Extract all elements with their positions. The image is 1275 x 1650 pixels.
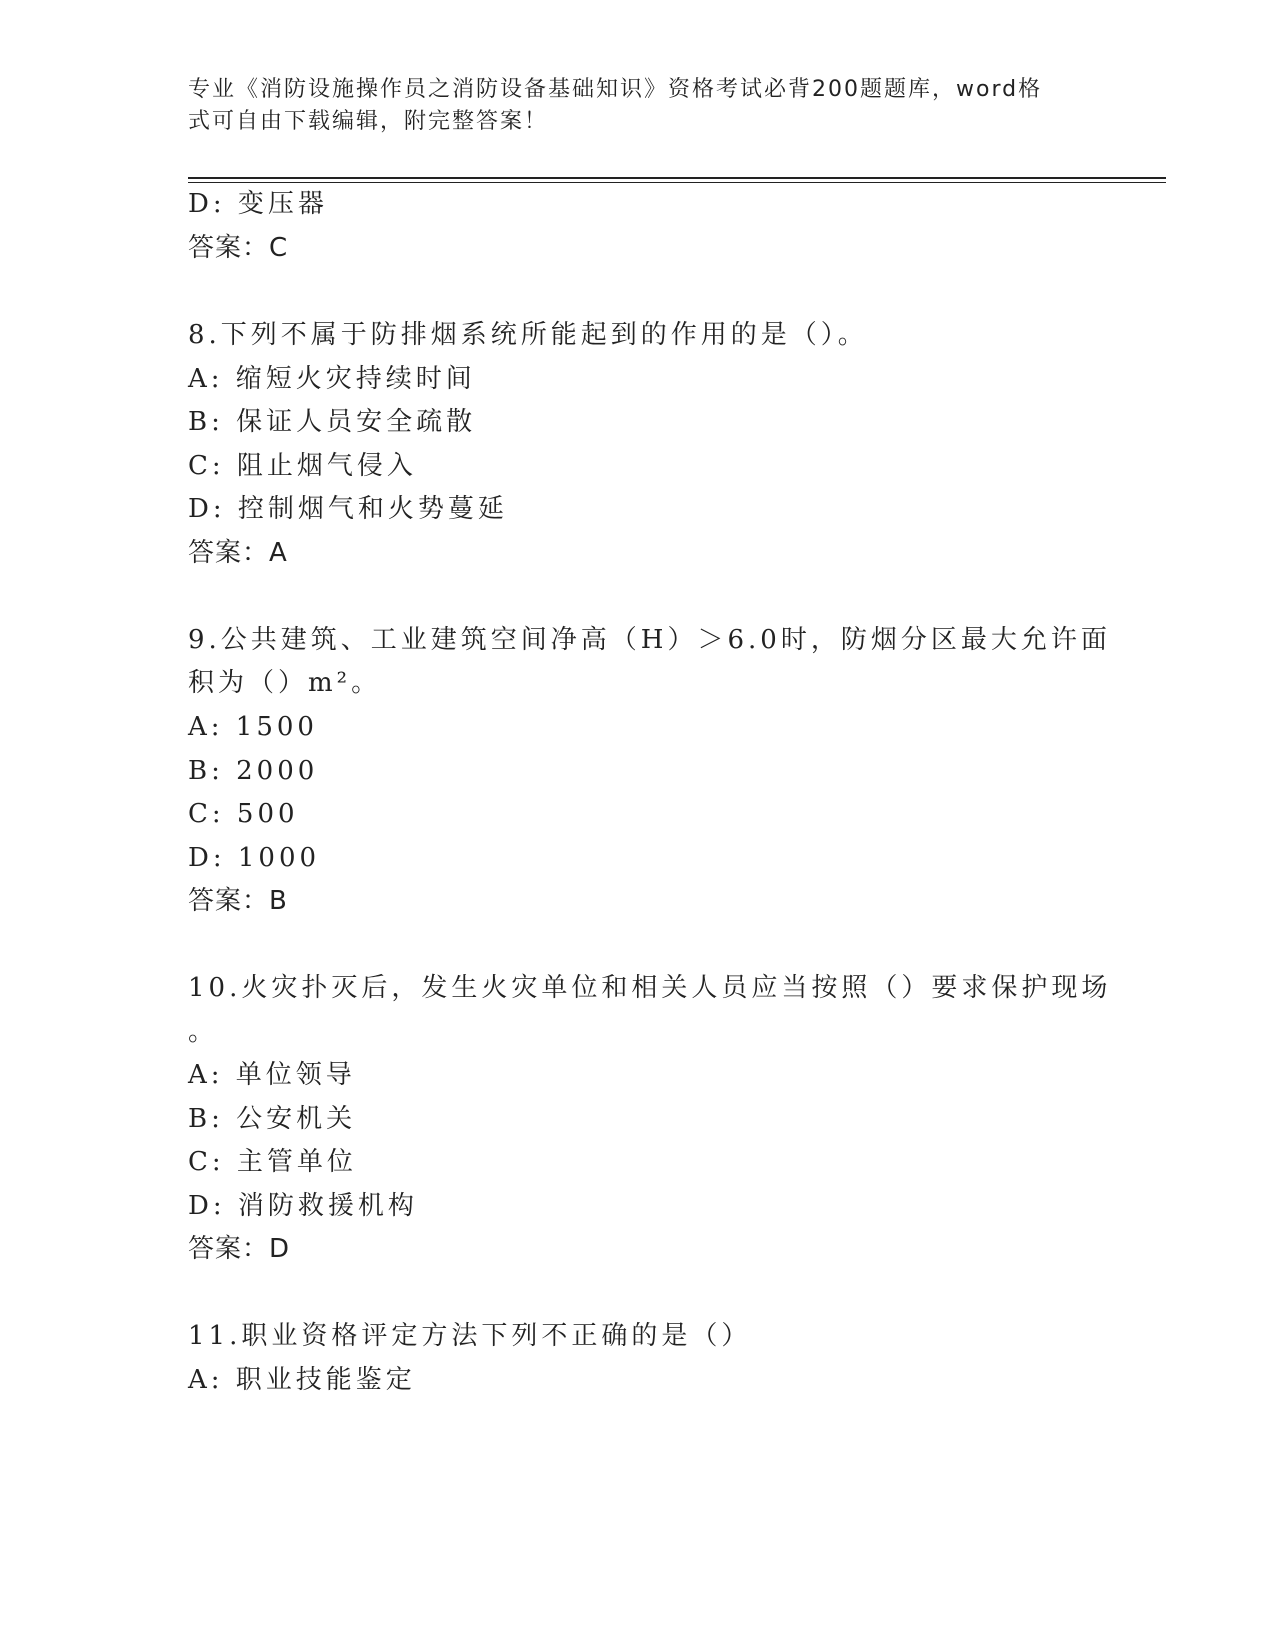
q9-question-line-2: 积为（）m²。	[188, 668, 382, 698]
q9-option-c: C: 500	[188, 799, 299, 829]
q11-option-a: A: 职业技能鉴定	[188, 1365, 416, 1395]
q10-question-line-2: 。	[188, 1017, 219, 1047]
q10-option-c: C: 主管单位	[188, 1147, 357, 1177]
q10-question-line-1: 10.火灾扑灭后，发生火灾单位和相关人员应当按照（）要求保护现场	[188, 973, 1112, 1003]
q10-option-b: B: 公安机关	[188, 1104, 357, 1134]
q10-option-d: D: 消防救援机构	[188, 1191, 418, 1221]
q10-option-a: A: 单位领导	[188, 1060, 356, 1090]
header-divider-thick	[188, 177, 1166, 179]
q8-question: 8.下列不属于防排烟系统所能起到的作用的是（）。	[188, 320, 868, 350]
q8-option-b: B: 保证人员安全疏散	[188, 407, 477, 437]
q9-option-a: A: 1500	[188, 712, 318, 742]
header-title-line-2: 式可自由下载编辑，附完整答案！	[188, 109, 549, 134]
q9-option-d: D: 1000	[188, 843, 321, 873]
q11-question: 11.职业资格评定方法下列不正确的是（）	[188, 1321, 752, 1351]
q8-option-c: C: 阻止烟气侵入	[188, 451, 417, 481]
header-title-line-1: 专业《消防设施操作员之消防设备基础知识》资格考试必背200题题库，word格	[188, 77, 1043, 102]
header-divider-thin	[188, 182, 1166, 183]
q8-option-a: A: 缩短火灾持续时间	[188, 364, 476, 394]
q9-option-b: B: 2000	[188, 756, 319, 786]
prev-answer: 答案：C	[188, 233, 289, 263]
q9-answer: 答案：B	[188, 886, 288, 916]
document-header	[188, 74, 1068, 138]
q8-option-d: D: 控制烟气和火势蔓延	[188, 494, 508, 524]
q8-answer: 答案：A	[188, 538, 288, 568]
prev-option-d: D: 变压器	[188, 189, 328, 219]
q9-question-line-1: 9.公共建筑、工业建筑空间净高（H）＞6.0时，防烟分区最大允许面	[188, 625, 1111, 655]
q10-answer: 答案：D	[188, 1234, 291, 1264]
